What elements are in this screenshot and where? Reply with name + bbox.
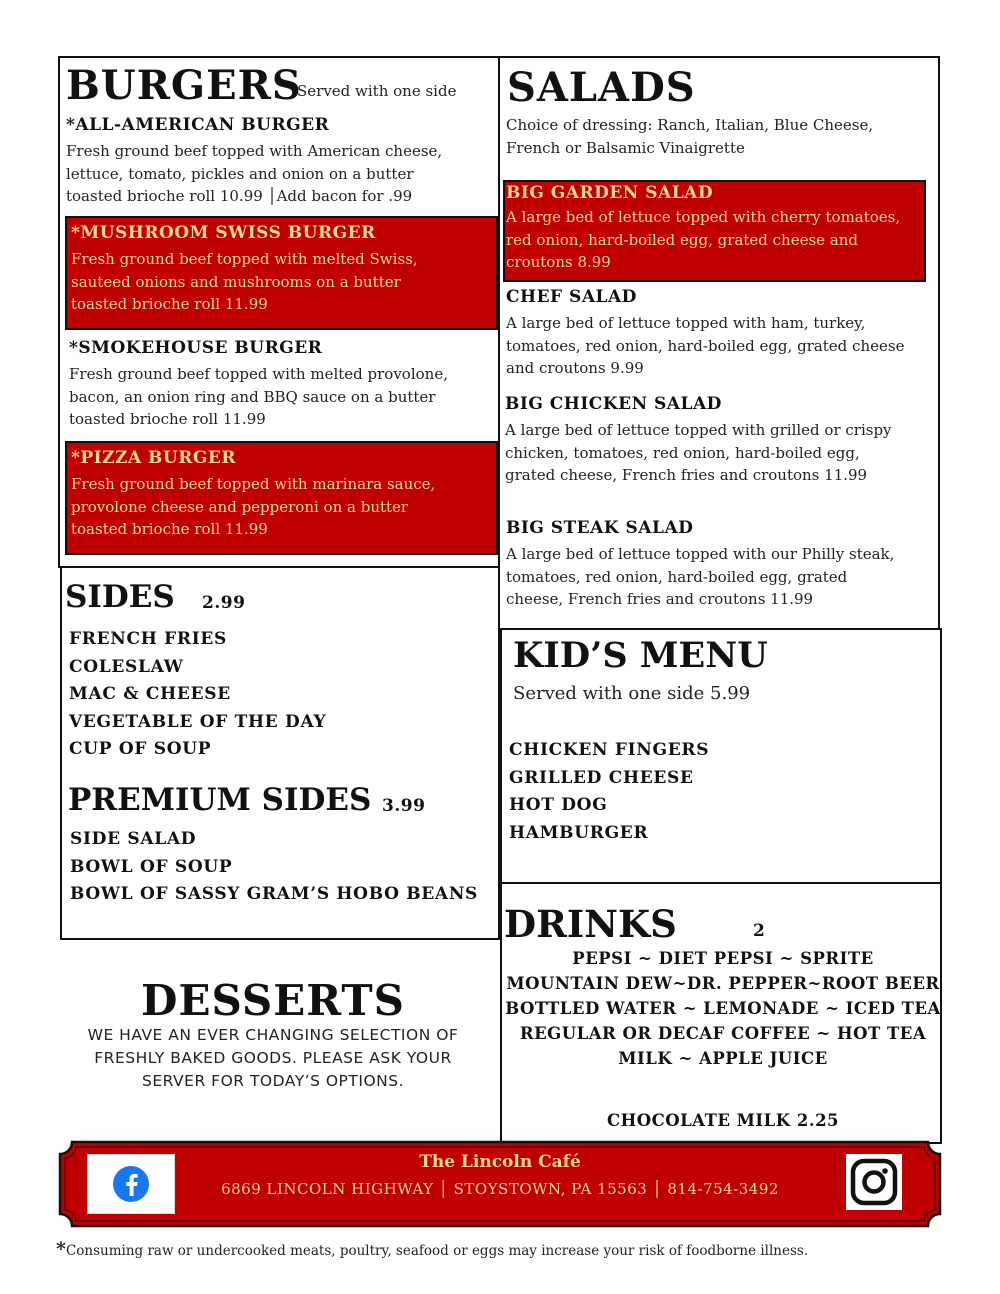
item-desc-line: toasted brioche roll 11.99	[71, 520, 268, 539]
menu-item-all-american	[66, 114, 442, 208]
item-desc-line: sauteed onions and mushrooms on a butter	[71, 272, 401, 291]
drinks-line: MILK ~ APPLE JUICE	[618, 1049, 828, 1068]
item-desc-line: A large bed of lettuce topped with our Philly steak,	[506, 545, 895, 563]
item-desc-line: A large bed of lettuce topped with grilled or crispy	[505, 421, 892, 439]
item-desc-line: tomatoes, red onion, hard-boiled egg, grated	[506, 567, 848, 586]
list-item: VEGETABLE OF THE DAY	[69, 711, 327, 732]
item-desc-line: chicken, tomatoes, red onion, hard-boiled egg,	[505, 443, 860, 462]
drinks-title: DRINKS	[504, 902, 677, 946]
menu-item-big-steak-salad	[506, 517, 894, 611]
sides-price: 2.99	[202, 593, 246, 613]
premium-sides-list	[70, 826, 478, 909]
sides-title: SIDES	[65, 579, 175, 615]
desserts-section	[60, 976, 486, 1093]
item-desc-line: provolone cheese and pepperoni on a butter	[71, 497, 409, 516]
desserts-line: SERVER FOR TODAY’S OPTIONS.	[142, 1072, 404, 1090]
dressing-note	[506, 114, 873, 159]
drinks-line: MOUNTAIN DEW~DR. PEPPER~ROOT BEER	[506, 974, 940, 993]
dressing-line: French or Balsamic Vinaigrette	[506, 138, 745, 157]
disclaimer-text: Consuming raw or undercooked meats, poultry, seafood or eggs may increase your risk of foodborne illness.	[65, 1243, 809, 1259]
footer-banner	[58, 1140, 942, 1228]
menu-item-big-garden-salad	[503, 180, 926, 282]
item-desc-line: cheese, French fries and croutons 11.99	[506, 590, 814, 609]
drinks-line: REGULAR OR DECAF COFFEE ~ HOT TEA	[519, 1024, 927, 1043]
instagram-link[interactable]	[846, 1154, 902, 1210]
kids-menu-list	[509, 737, 709, 847]
list-item: SIDE SALAD	[70, 829, 197, 849]
item-desc-line: and croutons 9.99	[506, 359, 644, 378]
item-name: BIG CHICKEN SALAD	[505, 394, 722, 414]
menu-item-pizza-burger	[65, 441, 498, 555]
item-desc-line: tomatoes, red onion, hard-boiled egg, grated cheese	[506, 336, 905, 355]
burgers-title: BURGERS	[66, 62, 302, 109]
drinks-line: PEPSI ~ DIET PEPSI ~ SPRITE	[572, 949, 874, 968]
menu-item-smokehouse	[69, 337, 448, 431]
list-item: COLESLAW	[69, 656, 184, 677]
drinks-line: BOTTLED WATER ~ LEMONADE ~ ICED TEA	[505, 999, 941, 1018]
item-name: *PIZZA BURGER	[71, 448, 236, 468]
item-desc-line: Fresh ground beef topped with marinara sauce,	[71, 475, 436, 493]
menu-item-mushroom-swiss	[65, 216, 498, 330]
item-name: CHEF SALAD	[506, 287, 637, 307]
list-item: FRENCH FRIES	[69, 629, 227, 649]
item-desc-line: croutons 8.99	[506, 253, 611, 272]
item-desc-line: Fresh ground beef topped with American cheese,	[66, 142, 443, 160]
item-desc-line: A large bed of lettuce topped with cherry tomatoes,	[506, 208, 901, 226]
item-desc-line: A large bed of lettuce topped with ham, turkey,	[506, 314, 866, 332]
dressing-line: Choice of dressing: Ranch, Italian, Blue Cheese,	[506, 116, 874, 134]
menu-item-big-chicken-salad	[505, 393, 892, 487]
sides-section	[60, 566, 500, 940]
menu-item-chef-salad	[506, 286, 904, 380]
premium-sides-price: 3.99	[382, 796, 426, 816]
drinks-price: 2	[753, 921, 766, 941]
drinks-section	[500, 882, 942, 1144]
burgers-section	[58, 56, 500, 568]
item-desc-line: toasted brioche roll 11.99	[71, 295, 268, 314]
chocolate-milk: CHOCOLATE MILK 2.25	[606, 1111, 840, 1130]
drinks-list	[502, 946, 944, 1071]
kids-menu-subtitle: Served with one side 5.99	[513, 683, 751, 704]
item-desc-line: lettuce, tomato, pickles and onion on a butter	[66, 164, 414, 183]
disclaimer-star: *	[56, 1238, 66, 1260]
instagram-icon	[849, 1157, 899, 1207]
item-name: *ALL-AMERICAN BURGER	[66, 115, 330, 135]
desserts-line: WE HAVE AN EVER CHANGING SELECTION OF	[87, 1026, 459, 1044]
item-name: *MUSHROOM SWISS BURGER	[71, 223, 376, 243]
item-desc-line: grated cheese, French fries and croutons 11.99	[505, 466, 868, 485]
kids-menu-title: KID’S MENU	[513, 635, 768, 676]
item-name: *SMOKEHOUSE BURGER	[69, 338, 323, 358]
list-item: BOWL OF SOUP	[70, 856, 233, 877]
list-item: GRILLED CHEESE	[509, 767, 694, 788]
restaurant-address: 6869 LINCOLN HIGHWAY │ STOYSTOWN, PA 15563 │ 814-754-3492	[221, 1180, 779, 1198]
list-item: CHICKEN FINGERS	[509, 740, 710, 760]
salads-section	[498, 56, 940, 630]
list-item: BOWL OF SASSY GRAM’S HOBO BEANS	[70, 884, 479, 904]
sides-list	[69, 626, 326, 764]
premium-sides-title: PREMIUM SIDES	[68, 782, 372, 818]
item-name: BIG GARDEN SALAD	[506, 183, 714, 203]
desserts-line: FRESHLY BAKED GOODS. PLEASE ASK YOUR	[94, 1049, 452, 1067]
salads-title: SALADS	[507, 64, 696, 111]
item-name: BIG STEAK SALAD	[506, 518, 694, 538]
list-item: MAC & CHEESE	[69, 684, 231, 704]
desserts-title: DESSERTS	[141, 976, 405, 1025]
item-desc-line: toasted brioche roll 10.99 │Add bacon for .99	[66, 187, 413, 206]
list-item: HOT DOG	[509, 795, 608, 815]
item-desc-line: Fresh ground beef topped with melted provolone,	[69, 365, 448, 383]
item-desc-line: bacon, an onion ring and BBQ sauce on a butter	[69, 387, 436, 406]
item-desc-line: toasted brioche roll 11.99	[69, 410, 266, 429]
list-item: CUP OF SOUP	[69, 739, 212, 759]
foodborne-disclaimer	[56, 1238, 808, 1260]
restaurant-name: The Lincoln Café	[419, 1152, 581, 1172]
list-item: HAMBURGER	[509, 822, 649, 843]
item-desc-line: Fresh ground beef topped with melted Swiss,	[71, 250, 418, 268]
item-desc-line: red onion, hard-boiled egg, grated cheese and	[506, 230, 859, 249]
kids-menu-section	[500, 628, 942, 884]
burgers-subtitle: Served with one side	[297, 82, 457, 100]
